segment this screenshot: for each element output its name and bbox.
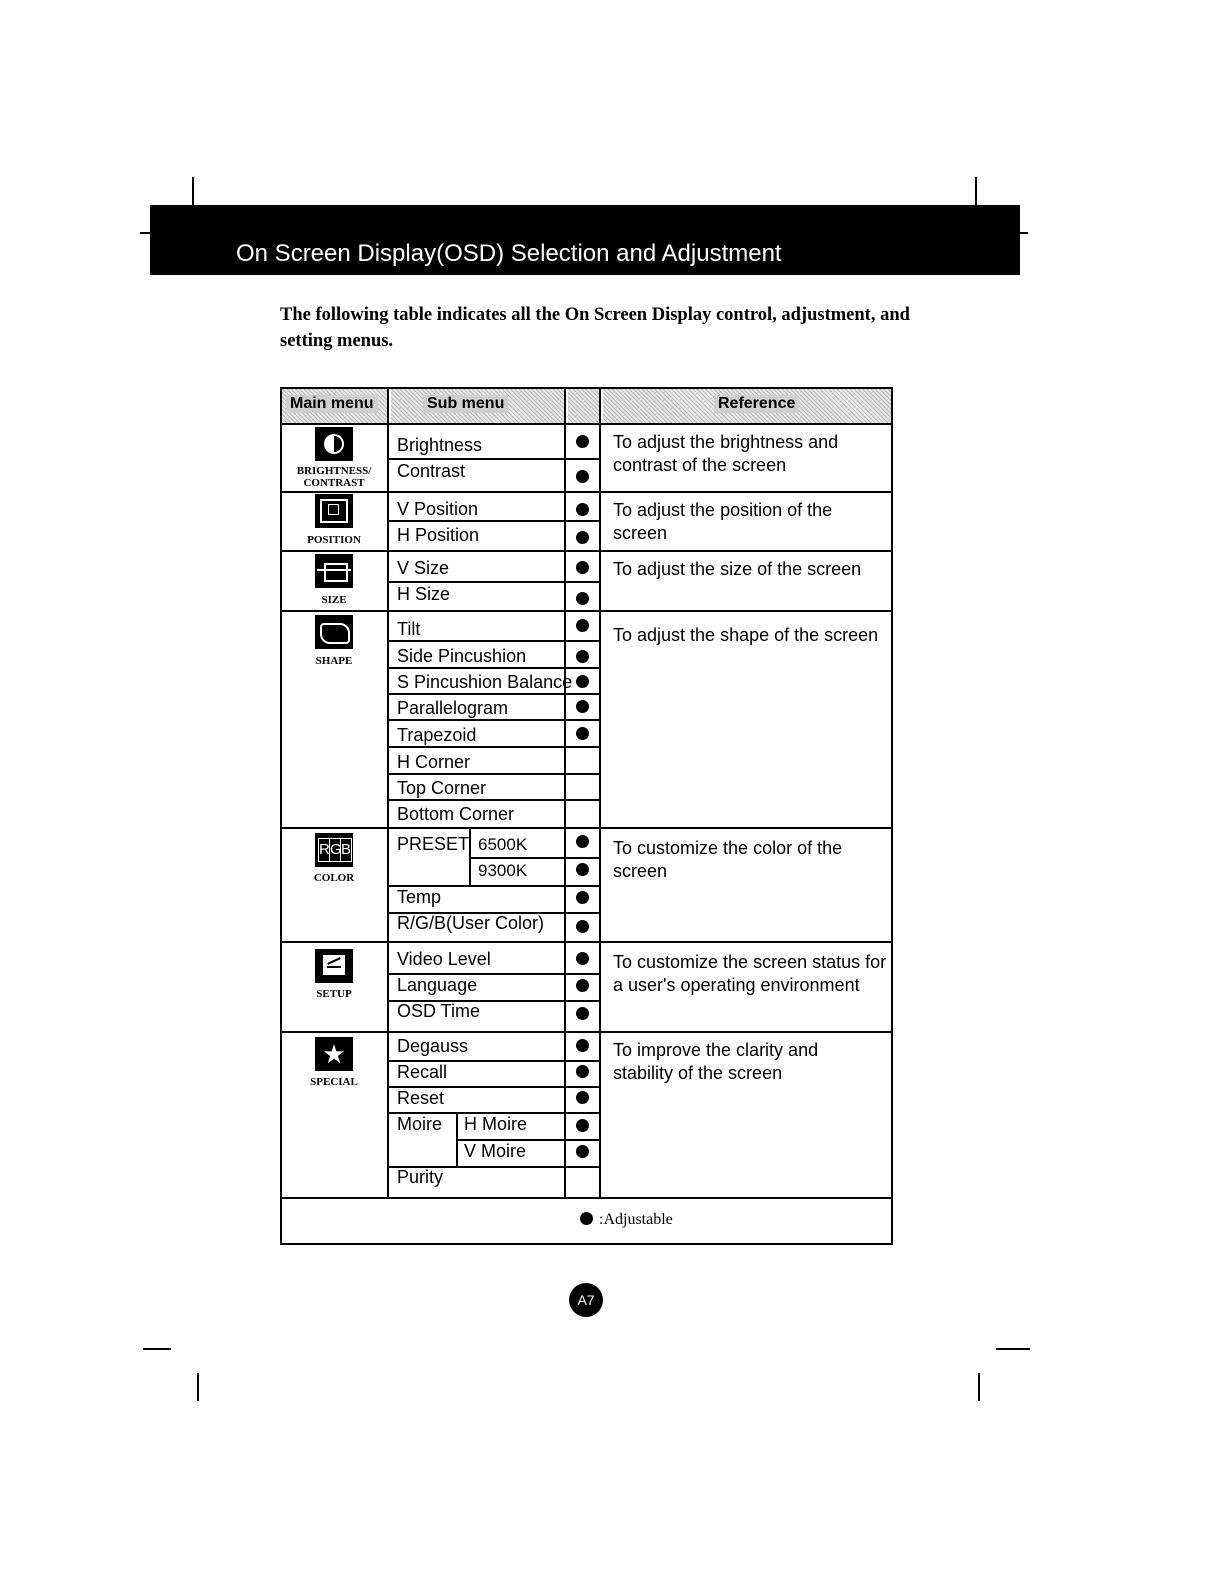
column-header-adjustable (568, 389, 599, 423)
rgb-r-glyph: R (318, 838, 330, 862)
submenu-item: R/G/B(User Color) (397, 913, 545, 933)
color-rgb-icon (315, 833, 353, 867)
menu-label-color: COLOR (313, 872, 355, 884)
section-title: On Screen Display(OSD) Selection and Adjustment (236, 240, 782, 267)
adjustable-dot (576, 920, 589, 933)
reference-text: To customize the screen status for a user's operating environment (613, 952, 887, 995)
reference-text: To adjust the shape of the screen (613, 625, 879, 645)
submenu-item: V Position (397, 499, 479, 519)
column-header-sub-menu (391, 389, 564, 423)
page-number: A7 (569, 1283, 603, 1317)
submenu-item: Purity (397, 1167, 444, 1187)
submenu-preset-label: PRESET (397, 834, 470, 854)
legend (580, 1211, 673, 1229)
row-divider (387, 799, 601, 801)
adjustable-dot (576, 561, 589, 574)
legend-dot (580, 1212, 593, 1225)
section-header-bar (150, 205, 1020, 275)
special-icon: ★ (315, 1037, 353, 1071)
adjustable-dot (576, 1091, 589, 1104)
submenu-item: Tilt (397, 619, 421, 639)
row-divider (387, 520, 601, 522)
adjustable-dot (576, 1039, 589, 1052)
main-menu-heading: Main menu (286, 395, 378, 413)
group-divider (280, 1031, 893, 1033)
adjustable-dot (576, 470, 589, 483)
rgb-g-glyph: G (329, 838, 341, 862)
submenu-item: H Corner (397, 752, 471, 772)
submenu-item: Top Corner (397, 778, 487, 798)
submenu-item: S Pincushion Balance (397, 672, 573, 692)
adjustable-dot (576, 979, 589, 992)
column-header-main-menu (282, 389, 387, 423)
group-divider (280, 491, 893, 493)
reference-heading: Reference (714, 395, 799, 413)
column-divider (599, 387, 601, 1199)
group-divider (280, 610, 893, 612)
crop-mark (975, 177, 977, 205)
group-divider (280, 827, 893, 829)
group-divider (280, 550, 893, 552)
legend-text: :Adjustable (599, 1211, 673, 1228)
submenu-preset-value: 9300K (478, 861, 528, 880)
reference-text: To adjust the size of the screen (613, 559, 862, 579)
adjustable-dot (576, 1119, 589, 1132)
submenu-item: Recall (397, 1062, 448, 1082)
submenu-item: Side Pincushion (397, 646, 527, 666)
submenu-item: Brightness (397, 435, 483, 455)
osd-menu-table (280, 387, 893, 1245)
submenu-item: Language (397, 975, 478, 995)
moire-divider (456, 1112, 458, 1166)
submenu-item: Parallelogram (397, 698, 509, 718)
crop-mark (978, 1373, 980, 1401)
crop-mark (1020, 232, 1028, 234)
column-divider (564, 387, 566, 1199)
adjustable-dot (576, 1065, 589, 1078)
table-border (280, 387, 282, 1245)
crop-mark (197, 1373, 199, 1401)
reference-text: To adjust the brightness and contrast of the screen (613, 432, 839, 475)
submenu-item: V Size (397, 558, 450, 578)
menu-label-setup: SETUP (316, 988, 352, 1000)
row-divider (387, 746, 601, 748)
crop-mark (192, 177, 194, 205)
row-divider (387, 773, 601, 775)
row-divider (387, 581, 601, 583)
brightness-contrast-icon (315, 427, 353, 461)
setup-icon (315, 949, 353, 983)
submenu-item: H Size (397, 584, 451, 604)
position-icon (315, 494, 353, 528)
submenu-item: Trapezoid (397, 725, 477, 745)
crop-mark (143, 1348, 171, 1350)
submenu-item: Temp (397, 887, 442, 907)
adjustable-dot (576, 727, 589, 740)
adjustable-dot (576, 863, 589, 876)
table-border (280, 387, 893, 389)
row-divider (387, 640, 601, 642)
preset-divider (469, 827, 471, 885)
menu-label-special: SPECIAL (310, 1076, 358, 1088)
adjustable-dot (576, 592, 589, 605)
adjustable-dot (576, 1007, 589, 1020)
adjustable-dot (576, 435, 589, 448)
size-icon (315, 554, 353, 588)
reference-text: To adjust the position of the screen (613, 500, 833, 543)
submenu-moire-value: V Moire (464, 1141, 527, 1161)
submenu-moire-label: Moire (397, 1114, 443, 1134)
submenu-item: OSD Time (397, 1001, 481, 1021)
adjustable-dot (576, 891, 589, 904)
reference-text: To customize the color of the screen (613, 838, 843, 881)
crop-mark (140, 232, 150, 234)
menu-label-position: POSITION (307, 534, 361, 546)
sub-menu-heading: Sub menu (423, 395, 508, 413)
group-divider (280, 1197, 893, 1199)
row-divider (387, 693, 601, 695)
menu-label-size: SIZE (321, 594, 347, 606)
adjustable-dot (576, 952, 589, 965)
row-divider (470, 857, 601, 859)
adjustable-dot (576, 619, 589, 632)
adjustable-dot (576, 531, 589, 544)
submenu-item: H Position (397, 525, 480, 545)
submenu-preset-value: 6500K (478, 835, 528, 854)
row-divider (387, 719, 601, 721)
submenu-item: Contrast (397, 461, 466, 481)
adjustable-dot (576, 835, 589, 848)
intro-paragraph: The following table indicates all the On Screen Display control, adjustment, and setting menus. (280, 305, 910, 351)
submenu-item: Bottom Corner (397, 804, 515, 824)
menu-label-brightness-contrast: BRIGHTNESS/ (296, 465, 372, 477)
table-border (280, 1243, 893, 1245)
adjustable-dot (576, 675, 589, 688)
row-divider (387, 458, 601, 460)
reference-text: To improve the clarity and stability of the screen (613, 1040, 819, 1083)
menu-label-shape: SHAPE (315, 655, 353, 667)
submenu-item: Video Level (397, 949, 491, 969)
submenu-moire-value: H Moire (464, 1114, 528, 1134)
adjustable-dot (576, 650, 589, 663)
submenu-item: Reset (397, 1088, 445, 1108)
shape-icon (315, 615, 353, 649)
adjustable-dot (576, 1145, 589, 1158)
row-divider (387, 667, 601, 669)
submenu-item: Degauss (397, 1036, 469, 1056)
column-header-reference (603, 389, 891, 423)
crop-mark (996, 1348, 1030, 1350)
menu-label-brightness-contrast-2: CONTRAST (303, 477, 365, 489)
adjustable-dot (576, 503, 589, 516)
header-divider (280, 423, 893, 425)
group-divider (280, 941, 893, 943)
table-border (891, 387, 893, 1245)
adjustable-dot (576, 700, 589, 713)
rgb-b-glyph: B (340, 838, 352, 862)
